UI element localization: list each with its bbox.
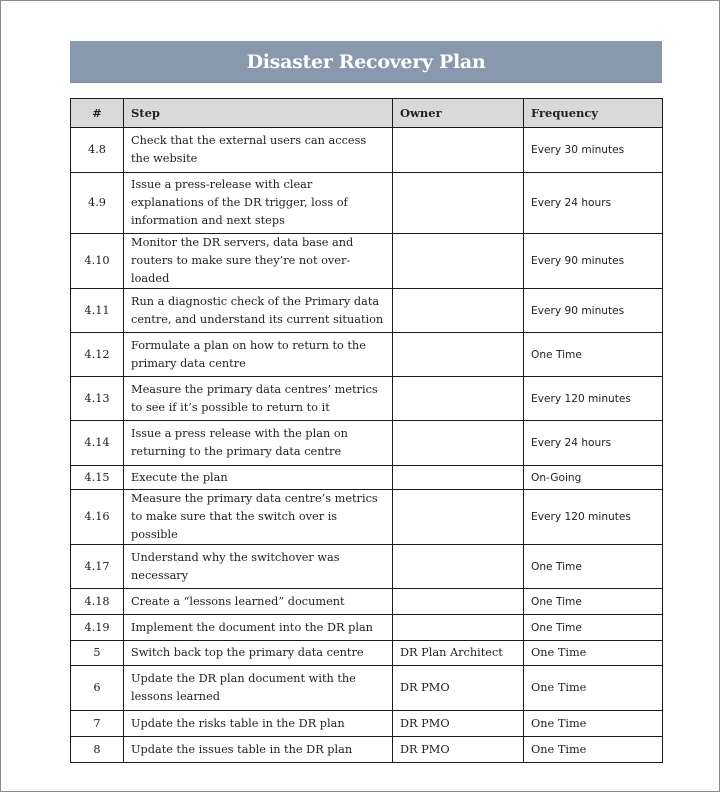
step-frequency: Every 24 hours [524, 421, 663, 466]
step-description: Measure the primary data centres’ metrics to see if it’s possible to return to it [124, 377, 393, 421]
step-number: 4.11 [71, 289, 124, 333]
step-frequency: One Time [524, 737, 663, 763]
step-number: 5 [71, 641, 124, 666]
recovery-steps-table [70, 98, 663, 763]
table-row [71, 490, 663, 545]
step-frequency: Every 90 minutes [524, 234, 663, 289]
table-row [71, 466, 663, 490]
table-row [71, 589, 663, 615]
step-owner: DR PMO [393, 666, 524, 711]
step-number: 4.16 [71, 490, 124, 545]
step-description: Update the issues table in the DR plan [124, 737, 393, 763]
step-frequency: Every 120 minutes [524, 377, 663, 421]
step-number: 4.12 [71, 333, 124, 377]
step-owner [393, 615, 524, 641]
step-owner [393, 589, 524, 615]
step-owner [393, 466, 524, 490]
table-row [71, 737, 663, 763]
step-owner: DR PMO [393, 711, 524, 737]
header-frequency: Frequency [524, 99, 663, 128]
step-description: Implement the document into the DR plan [124, 615, 393, 641]
step-owner: DR PMO [393, 737, 524, 763]
step-description: Issue a press release with the plan on returning to the primary data centre [124, 421, 393, 466]
table-row [71, 545, 663, 589]
step-frequency: One Time [524, 615, 663, 641]
step-description: Monitor the DR servers, data base and routers to make sure they’re not over-loaded [124, 234, 393, 289]
step-owner [393, 173, 524, 234]
step-number: 8 [71, 737, 124, 763]
step-frequency: One Time [524, 711, 663, 737]
table-row [71, 615, 663, 641]
table-header-row [71, 99, 663, 128]
table-row [71, 641, 663, 666]
step-frequency: One Time [524, 333, 663, 377]
step-description: Execute the plan [124, 466, 393, 490]
step-frequency: One Time [524, 666, 663, 711]
step-number: 4.17 [71, 545, 124, 589]
table-row [71, 711, 663, 737]
header-owner: Owner [393, 99, 524, 128]
step-frequency: Every 90 minutes [524, 289, 663, 333]
step-description: Check that the external users can access the website [124, 128, 393, 173]
step-owner [393, 234, 524, 289]
header-step: Step [124, 99, 393, 128]
document-title: Disaster Recovery Plan [246, 50, 486, 73]
header-number: # [71, 99, 124, 128]
step-description: Switch back top the primary data centre [124, 641, 393, 666]
table-row [71, 421, 663, 466]
table-row [71, 128, 663, 173]
table-row [71, 173, 663, 234]
step-number: 4.9 [71, 173, 124, 234]
step-owner [393, 490, 524, 545]
step-number: 4.8 [71, 128, 124, 173]
table-row [71, 234, 663, 289]
step-frequency: Every 120 minutes [524, 490, 663, 545]
step-description: Understand why the switchover was necessary [124, 545, 393, 589]
step-number: 4.15 [71, 466, 124, 490]
step-owner [393, 377, 524, 421]
step-description: Measure the primary data centre’s metrics to make sure that the switch over is possible [124, 490, 393, 545]
step-owner [393, 421, 524, 466]
step-owner [393, 128, 524, 173]
table-row [71, 377, 663, 421]
step-description: Create a “lessons learned” document [124, 589, 393, 615]
step-frequency: One Time [524, 545, 663, 589]
document-title-bar [70, 41, 662, 83]
step-frequency: Every 30 minutes [524, 128, 663, 173]
table-row [71, 666, 663, 711]
step-owner [393, 545, 524, 589]
step-number: 7 [71, 711, 124, 737]
step-number: 4.13 [71, 377, 124, 421]
step-owner: DR Plan Architect [393, 641, 524, 666]
step-description: Formulate a plan on how to return to the primary data centre [124, 333, 393, 377]
step-owner [393, 333, 524, 377]
table-row [71, 289, 663, 333]
step-number: 4.10 [71, 234, 124, 289]
step-frequency: Every 24 hours [524, 173, 663, 234]
step-frequency: One Time [524, 641, 663, 666]
step-description: Run a diagnostic check of the Primary data centre, and understand its current situation [124, 289, 393, 333]
step-description: Update the risks table in the DR plan [124, 711, 393, 737]
step-description: Update the DR plan document with the lessons learned [124, 666, 393, 711]
table-row [71, 333, 663, 377]
step-description: Issue a press-release with clear explanations of the DR trigger, loss of information and next steps [124, 173, 393, 234]
step-number: 4.14 [71, 421, 124, 466]
step-frequency: One Time [524, 589, 663, 615]
step-owner [393, 289, 524, 333]
step-number: 4.18 [71, 589, 124, 615]
step-number: 6 [71, 666, 124, 711]
step-frequency: On-Going [524, 466, 663, 490]
step-number: 4.19 [71, 615, 124, 641]
